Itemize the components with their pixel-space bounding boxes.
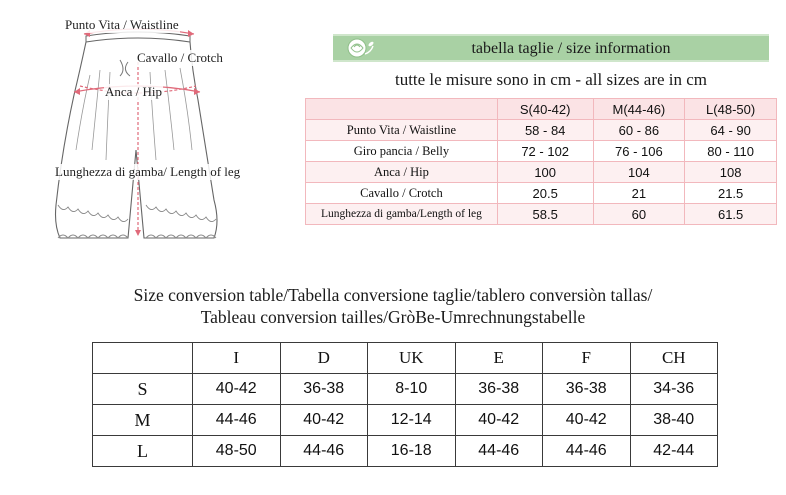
units-note: tutte le misure sono in cm - all sizes are in cm — [394, 70, 708, 89]
conversion-col-header: F — [543, 343, 631, 374]
conversion-cell: 44-46 — [280, 436, 368, 467]
conversion-col-header: CH — [630, 343, 718, 374]
size-info-cell: 21.5 — [685, 183, 777, 204]
conversion-col-header: D — [280, 343, 368, 374]
conversion-size-label: S — [93, 374, 193, 405]
size-info-cell: 100 — [497, 162, 593, 183]
size-info-cell: 58 - 84 — [497, 120, 593, 141]
size-info-row-label: Anca / Hip — [306, 162, 498, 183]
conversion-heading-line2: Tableau conversion tailles/GròBe-Umrechnungstabelle — [200, 307, 586, 327]
size-info-row — [306, 183, 777, 204]
hip-label: Anca / Hip — [105, 84, 163, 99]
size-info-row — [306, 204, 777, 225]
size-info-cell: 20.5 — [497, 183, 593, 204]
size-info-cell: 80 - 110 — [685, 141, 777, 162]
size-info-row-label: Giro pancia / Belly — [306, 141, 498, 162]
crotch-label: Cavallo / Crotch — [137, 50, 223, 65]
size-info-corner — [306, 99, 498, 120]
size-info-cell: 58.5 — [497, 204, 593, 225]
conversion-cell: 40-42 — [543, 405, 631, 436]
size-info-cell: 76 - 106 — [593, 141, 685, 162]
size-info-cell: 64 - 90 — [685, 120, 777, 141]
waist-label: Punto Vita / Waistline — [65, 17, 179, 32]
garment-sketch — [0, 0, 300, 270]
conversion-cell: 8-10 — [368, 374, 456, 405]
size-info-table — [305, 98, 777, 225]
conversion-cell: 40-42 — [193, 374, 281, 405]
conversion-cell: 44-46 — [455, 436, 543, 467]
conversion-row — [93, 436, 718, 467]
conversion-corner — [93, 343, 193, 374]
size-info-col-header: M(44-46) — [593, 99, 685, 120]
conversion-header-row — [93, 343, 718, 374]
conversion-cell: 42-44 — [630, 436, 718, 467]
conversion-col-header: UK — [368, 343, 456, 374]
conversion-cell: 44-46 — [193, 405, 281, 436]
conversion-cell: 36-38 — [543, 374, 631, 405]
size-info-row — [306, 162, 777, 183]
size-info-cell: 108 — [685, 162, 777, 183]
conversion-col-header: I — [193, 343, 281, 374]
conversion-col-header: E — [455, 343, 543, 374]
conversion-cell: 38-40 — [630, 405, 718, 436]
pants-illustration — [0, 0, 300, 270]
conversion-cell: 36-38 — [280, 374, 368, 405]
conversion-size-label: M — [93, 405, 193, 436]
conversion-cell: 12-14 — [368, 405, 456, 436]
size-info-cell: 61.5 — [685, 204, 777, 225]
conversion-row — [93, 374, 718, 405]
conversion-heading-line1: Size conversion table/Tabella conversione taglie/tablero conversiòn tallas/ — [133, 285, 653, 305]
conversion-size-label: L — [93, 436, 193, 467]
conversion-cell: 40-42 — [280, 405, 368, 436]
conversion-heading — [0, 284, 786, 328]
size-info-row-label: Cavallo / Crotch — [306, 183, 498, 204]
size-info-banner — [333, 34, 769, 62]
size-info-cell: 60 - 86 — [593, 120, 685, 141]
size-info-row-label: Punto Vita / Waistline — [306, 120, 498, 141]
conversion-cell: 40-42 — [455, 405, 543, 436]
conversion-cell: 44-46 — [543, 436, 631, 467]
size-info-cell: 104 — [593, 162, 685, 183]
size-info-header-row — [306, 99, 777, 120]
conversion-cell: 48-50 — [193, 436, 281, 467]
size-info-cell: 60 — [593, 204, 685, 225]
size-info-row — [306, 141, 777, 162]
size-conversion-table — [92, 342, 718, 467]
conversion-cell: 34-36 — [630, 374, 718, 405]
size-info-cell: 21 — [593, 183, 685, 204]
size-info-col-header: S(40-42) — [497, 99, 593, 120]
conversion-cell: 36-38 — [455, 374, 543, 405]
banner-title: tabella taglie / size information — [471, 40, 671, 57]
size-info-row-label: Lunghezza di gamba/Length of leg — [306, 204, 498, 225]
conversion-cell: 16-18 — [368, 436, 456, 467]
leg-length-label: Lunghezza di gamba/ Length of leg — [55, 164, 241, 179]
size-info-cell: 72 - 102 — [497, 141, 593, 162]
size-info-col-header: L(48-50) — [685, 99, 777, 120]
conversion-row — [93, 405, 718, 436]
size-info-row — [306, 120, 777, 141]
